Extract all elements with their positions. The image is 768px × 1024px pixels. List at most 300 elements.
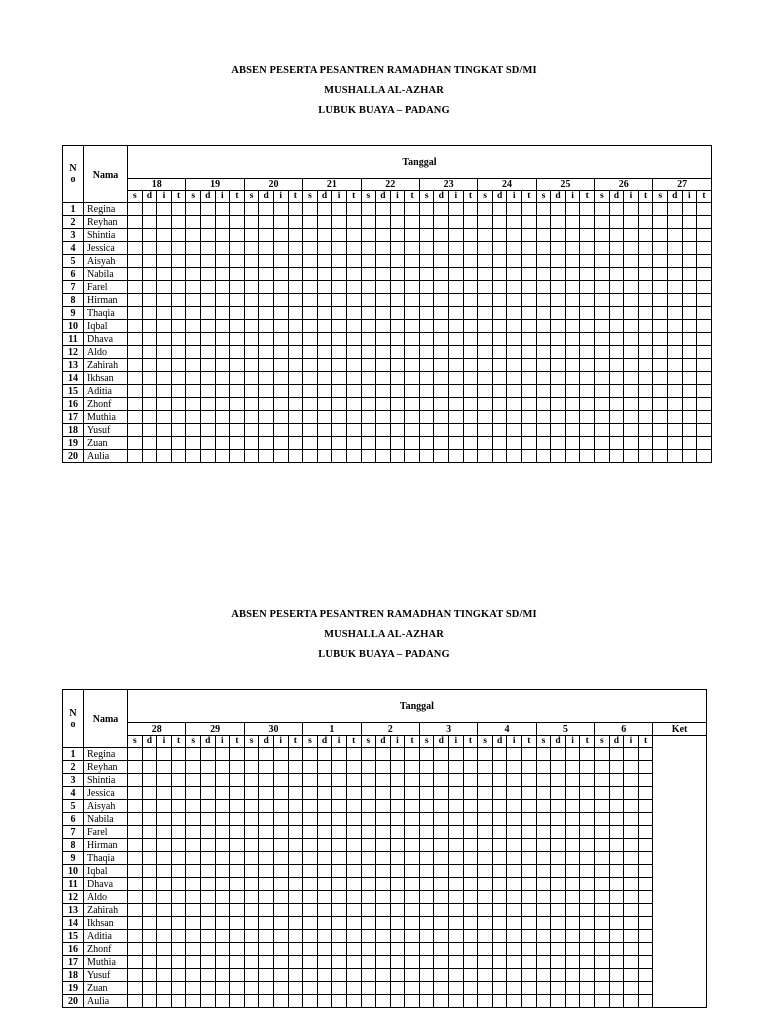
attendance-cell[interactable] [507, 995, 522, 1008]
attendance-cell[interactable] [536, 943, 551, 956]
attendance-cell[interactable] [478, 216, 493, 229]
attendance-cell[interactable] [449, 346, 464, 359]
attendance-cell[interactable] [463, 450, 478, 463]
attendance-cell[interactable] [449, 930, 464, 943]
attendance-cell[interactable] [478, 761, 493, 774]
attendance-cell[interactable] [390, 930, 405, 943]
attendance-cell[interactable] [624, 268, 639, 281]
attendance-cell[interactable] [230, 813, 245, 826]
attendance-cell[interactable] [317, 748, 332, 761]
attendance-cell[interactable] [171, 437, 186, 450]
attendance-cell[interactable] [551, 203, 566, 216]
attendance-cell[interactable] [667, 450, 682, 463]
attendance-cell[interactable] [653, 385, 668, 398]
attendance-cell[interactable] [259, 307, 274, 320]
attendance-cell[interactable] [624, 865, 639, 878]
attendance-cell[interactable] [697, 307, 712, 320]
attendance-cell[interactable] [522, 372, 537, 385]
attendance-cell[interactable] [609, 969, 624, 982]
attendance-cell[interactable] [478, 969, 493, 982]
attendance-cell[interactable] [478, 450, 493, 463]
attendance-cell[interactable] [682, 320, 697, 333]
attendance-cell[interactable] [522, 437, 537, 450]
attendance-cell[interactable] [653, 216, 668, 229]
attendance-cell[interactable] [186, 372, 201, 385]
attendance-cell[interactable] [638, 982, 653, 995]
attendance-cell[interactable] [653, 424, 668, 437]
attendance-cell[interactable] [244, 761, 259, 774]
attendance-cell[interactable] [230, 748, 245, 761]
attendance-cell[interactable] [317, 891, 332, 904]
attendance-cell[interactable] [522, 969, 537, 982]
attendance-cell[interactable] [273, 839, 288, 852]
attendance-cell[interactable] [551, 761, 566, 774]
attendance-cell[interactable] [682, 398, 697, 411]
attendance-cell[interactable] [200, 437, 215, 450]
attendance-cell[interactable] [419, 294, 434, 307]
attendance-cell[interactable] [405, 917, 420, 930]
attendance-cell[interactable] [492, 268, 507, 281]
attendance-cell[interactable] [230, 774, 245, 787]
attendance-cell[interactable] [259, 826, 274, 839]
attendance-cell[interactable] [580, 904, 595, 917]
attendance-cell[interactable] [390, 748, 405, 761]
attendance-cell[interactable] [273, 333, 288, 346]
attendance-cell[interactable] [215, 995, 230, 1008]
attendance-cell[interactable] [361, 774, 376, 787]
attendance-cell[interactable] [171, 956, 186, 969]
attendance-cell[interactable] [551, 385, 566, 398]
attendance-cell[interactable] [230, 852, 245, 865]
attendance-cell[interactable] [624, 216, 639, 229]
attendance-cell[interactable] [405, 930, 420, 943]
attendance-cell[interactable] [697, 216, 712, 229]
attendance-cell[interactable] [332, 865, 347, 878]
attendance-cell[interactable] [142, 826, 157, 839]
attendance-cell[interactable] [273, 281, 288, 294]
attendance-cell[interactable] [273, 385, 288, 398]
attendance-cell[interactable] [259, 891, 274, 904]
attendance-cell[interactable] [667, 281, 682, 294]
attendance-cell[interactable] [536, 450, 551, 463]
attendance-cell[interactable] [595, 891, 610, 904]
attendance-cell[interactable] [346, 320, 361, 333]
attendance-cell[interactable] [142, 255, 157, 268]
attendance-cell[interactable] [186, 216, 201, 229]
attendance-cell[interactable] [332, 411, 347, 424]
attendance-cell[interactable] [244, 398, 259, 411]
attendance-cell[interactable] [303, 748, 318, 761]
attendance-cell[interactable] [595, 294, 610, 307]
attendance-cell[interactable] [522, 982, 537, 995]
attendance-cell[interactable] [303, 774, 318, 787]
attendance-cell[interactable] [376, 839, 391, 852]
attendance-cell[interactable] [463, 294, 478, 307]
attendance-cell[interactable] [492, 800, 507, 813]
attendance-cell[interactable] [609, 216, 624, 229]
attendance-cell[interactable] [697, 333, 712, 346]
attendance-cell[interactable] [551, 839, 566, 852]
attendance-cell[interactable] [200, 982, 215, 995]
attendance-cell[interactable] [200, 995, 215, 1008]
attendance-cell[interactable] [434, 385, 449, 398]
attendance-cell[interactable] [478, 255, 493, 268]
attendance-cell[interactable] [361, 333, 376, 346]
attendance-cell[interactable] [638, 761, 653, 774]
attendance-cell[interactable] [186, 307, 201, 320]
attendance-cell[interactable] [434, 333, 449, 346]
attendance-cell[interactable] [215, 450, 230, 463]
attendance-cell[interactable] [186, 761, 201, 774]
attendance-cell[interactable] [638, 372, 653, 385]
attendance-cell[interactable] [419, 242, 434, 255]
attendance-cell[interactable] [492, 956, 507, 969]
attendance-cell[interactable] [244, 800, 259, 813]
attendance-cell[interactable] [624, 995, 639, 1008]
attendance-cell[interactable] [361, 268, 376, 281]
attendance-cell[interactable] [624, 411, 639, 424]
attendance-cell[interactable] [638, 891, 653, 904]
attendance-cell[interactable] [346, 437, 361, 450]
attendance-cell[interactable] [171, 774, 186, 787]
attendance-cell[interactable] [595, 865, 610, 878]
attendance-cell[interactable] [434, 242, 449, 255]
attendance-cell[interactable] [128, 281, 143, 294]
attendance-cell[interactable] [171, 917, 186, 930]
attendance-cell[interactable] [565, 385, 580, 398]
attendance-cell[interactable] [624, 385, 639, 398]
attendance-cell[interactable] [507, 982, 522, 995]
attendance-cell[interactable] [332, 255, 347, 268]
attendance-cell[interactable] [317, 216, 332, 229]
attendance-cell[interactable] [200, 255, 215, 268]
attendance-cell[interactable] [449, 359, 464, 372]
attendance-cell[interactable] [565, 956, 580, 969]
attendance-cell[interactable] [303, 826, 318, 839]
attendance-cell[interactable] [303, 982, 318, 995]
attendance-cell[interactable] [624, 813, 639, 826]
attendance-cell[interactable] [244, 995, 259, 1008]
attendance-cell[interactable] [507, 813, 522, 826]
attendance-cell[interactable] [536, 242, 551, 255]
attendance-cell[interactable] [361, 930, 376, 943]
attendance-cell[interactable] [200, 424, 215, 437]
attendance-cell[interactable] [361, 437, 376, 450]
attendance-cell[interactable] [565, 813, 580, 826]
attendance-cell[interactable] [682, 255, 697, 268]
attendance-cell[interactable] [376, 398, 391, 411]
attendance-cell[interactable] [142, 372, 157, 385]
attendance-cell[interactable] [667, 359, 682, 372]
attendance-cell[interactable] [449, 450, 464, 463]
attendance-cell[interactable] [653, 294, 668, 307]
attendance-cell[interactable] [390, 800, 405, 813]
attendance-cell[interactable] [244, 242, 259, 255]
attendance-cell[interactable] [186, 995, 201, 1008]
attendance-cell[interactable] [230, 242, 245, 255]
attendance-cell[interactable] [492, 333, 507, 346]
attendance-cell[interactable] [522, 216, 537, 229]
attendance-cell[interactable] [405, 216, 420, 229]
attendance-cell[interactable] [449, 800, 464, 813]
attendance-cell[interactable] [244, 813, 259, 826]
attendance-cell[interactable] [419, 865, 434, 878]
attendance-cell[interactable] [157, 774, 172, 787]
attendance-cell[interactable] [463, 904, 478, 917]
attendance-cell[interactable] [434, 229, 449, 242]
attendance-cell[interactable] [565, 995, 580, 1008]
attendance-cell[interactable] [434, 930, 449, 943]
attendance-cell[interactable] [317, 424, 332, 437]
attendance-cell[interactable] [419, 748, 434, 761]
attendance-cell[interactable] [244, 437, 259, 450]
attendance-cell[interactable] [332, 787, 347, 800]
attendance-cell[interactable] [317, 878, 332, 891]
attendance-cell[interactable] [346, 372, 361, 385]
attendance-cell[interactable] [346, 424, 361, 437]
attendance-cell[interactable] [273, 242, 288, 255]
attendance-cell[interactable] [288, 372, 303, 385]
attendance-cell[interactable] [171, 904, 186, 917]
attendance-cell[interactable] [288, 203, 303, 216]
attendance-cell[interactable] [595, 956, 610, 969]
attendance-cell[interactable] [580, 216, 595, 229]
attendance-cell[interactable] [230, 216, 245, 229]
attendance-cell[interactable] [405, 359, 420, 372]
attendance-cell[interactable] [667, 346, 682, 359]
attendance-cell[interactable] [419, 268, 434, 281]
attendance-cell[interactable] [609, 229, 624, 242]
attendance-cell[interactable] [230, 372, 245, 385]
attendance-cell[interactable] [376, 969, 391, 982]
attendance-cell[interactable] [449, 320, 464, 333]
attendance-cell[interactable] [463, 956, 478, 969]
attendance-cell[interactable] [200, 891, 215, 904]
attendance-cell[interactable] [478, 424, 493, 437]
attendance-cell[interactable] [244, 229, 259, 242]
attendance-cell[interactable] [200, 229, 215, 242]
attendance-cell[interactable] [142, 385, 157, 398]
attendance-cell[interactable] [200, 346, 215, 359]
attendance-cell[interactable] [244, 917, 259, 930]
attendance-cell[interactable] [595, 839, 610, 852]
attendance-cell[interactable] [434, 956, 449, 969]
attendance-cell[interactable] [346, 904, 361, 917]
attendance-cell[interactable] [142, 450, 157, 463]
attendance-cell[interactable] [157, 424, 172, 437]
attendance-cell[interactable] [551, 917, 566, 930]
attendance-cell[interactable] [463, 852, 478, 865]
attendance-cell[interactable] [157, 372, 172, 385]
attendance-cell[interactable] [551, 800, 566, 813]
attendance-cell[interactable] [609, 774, 624, 787]
attendance-cell[interactable] [346, 761, 361, 774]
attendance-cell[interactable] [346, 813, 361, 826]
attendance-cell[interactable] [186, 891, 201, 904]
attendance-cell[interactable] [259, 943, 274, 956]
attendance-cell[interactable] [273, 878, 288, 891]
attendance-cell[interactable] [332, 878, 347, 891]
attendance-cell[interactable] [522, 450, 537, 463]
attendance-cell[interactable] [580, 320, 595, 333]
attendance-cell[interactable] [536, 203, 551, 216]
attendance-cell[interactable] [434, 411, 449, 424]
attendance-cell[interactable] [332, 346, 347, 359]
attendance-cell[interactable] [638, 995, 653, 1008]
attendance-cell[interactable] [507, 242, 522, 255]
attendance-cell[interactable] [492, 774, 507, 787]
attendance-cell[interactable] [522, 242, 537, 255]
attendance-cell[interactable] [565, 904, 580, 917]
attendance-cell[interactable] [288, 774, 303, 787]
attendance-cell[interactable] [259, 852, 274, 865]
attendance-cell[interactable] [478, 281, 493, 294]
attendance-cell[interactable] [419, 813, 434, 826]
attendance-cell[interactable] [157, 385, 172, 398]
attendance-cell[interactable] [230, 930, 245, 943]
attendance-cell[interactable] [244, 891, 259, 904]
attendance-cell[interactable] [624, 774, 639, 787]
attendance-cell[interactable] [157, 995, 172, 1008]
attendance-cell[interactable] [478, 359, 493, 372]
attendance-cell[interactable] [434, 995, 449, 1008]
attendance-cell[interactable] [346, 969, 361, 982]
attendance-cell[interactable] [376, 333, 391, 346]
attendance-cell[interactable] [405, 398, 420, 411]
attendance-cell[interactable] [390, 956, 405, 969]
attendance-cell[interactable] [361, 398, 376, 411]
attendance-cell[interactable] [259, 346, 274, 359]
attendance-cell[interactable] [230, 982, 245, 995]
attendance-cell[interactable] [332, 813, 347, 826]
attendance-cell[interactable] [507, 320, 522, 333]
attendance-cell[interactable] [492, 865, 507, 878]
attendance-cell[interactable] [405, 320, 420, 333]
attendance-cell[interactable] [128, 333, 143, 346]
attendance-cell[interactable] [595, 268, 610, 281]
attendance-cell[interactable] [405, 969, 420, 982]
attendance-cell[interactable] [171, 930, 186, 943]
attendance-cell[interactable] [259, 865, 274, 878]
attendance-cell[interactable] [522, 307, 537, 320]
attendance-cell[interactable] [522, 826, 537, 839]
attendance-cell[interactable] [230, 943, 245, 956]
attendance-cell[interactable] [390, 268, 405, 281]
attendance-cell[interactable] [565, 307, 580, 320]
attendance-cell[interactable] [434, 761, 449, 774]
attendance-cell[interactable] [565, 917, 580, 930]
attendance-cell[interactable] [346, 787, 361, 800]
attendance-cell[interactable] [186, 917, 201, 930]
attendance-cell[interactable] [142, 774, 157, 787]
attendance-cell[interactable] [244, 294, 259, 307]
attendance-cell[interactable] [463, 398, 478, 411]
attendance-cell[interactable] [317, 294, 332, 307]
attendance-cell[interactable] [609, 917, 624, 930]
attendance-cell[interactable] [171, 995, 186, 1008]
attendance-cell[interactable] [128, 359, 143, 372]
attendance-cell[interactable] [434, 320, 449, 333]
attendance-cell[interactable] [507, 281, 522, 294]
attendance-cell[interactable] [507, 904, 522, 917]
attendance-cell[interactable] [303, 813, 318, 826]
attendance-cell[interactable] [390, 320, 405, 333]
attendance-cell[interactable] [171, 372, 186, 385]
attendance-cell[interactable] [580, 398, 595, 411]
attendance-cell[interactable] [288, 268, 303, 281]
attendance-cell[interactable] [682, 385, 697, 398]
attendance-cell[interactable] [697, 359, 712, 372]
attendance-cell[interactable] [609, 242, 624, 255]
attendance-cell[interactable] [200, 813, 215, 826]
attendance-cell[interactable] [609, 930, 624, 943]
attendance-cell[interactable] [463, 930, 478, 943]
attendance-cell[interactable] [595, 281, 610, 294]
attendance-cell[interactable] [317, 346, 332, 359]
attendance-cell[interactable] [332, 307, 347, 320]
attendance-cell[interactable] [288, 813, 303, 826]
attendance-cell[interactable] [551, 774, 566, 787]
attendance-cell[interactable] [551, 320, 566, 333]
attendance-cell[interactable] [186, 203, 201, 216]
attendance-cell[interactable] [186, 333, 201, 346]
attendance-cell[interactable] [273, 891, 288, 904]
attendance-cell[interactable] [565, 852, 580, 865]
attendance-cell[interactable] [609, 398, 624, 411]
attendance-cell[interactable] [332, 450, 347, 463]
attendance-cell[interactable] [638, 748, 653, 761]
attendance-cell[interactable] [492, 813, 507, 826]
attendance-cell[interactable] [230, 904, 245, 917]
attendance-cell[interactable] [390, 359, 405, 372]
attendance-cell[interactable] [332, 917, 347, 930]
attendance-cell[interactable] [244, 943, 259, 956]
attendance-cell[interactable] [697, 346, 712, 359]
attendance-cell[interactable] [376, 917, 391, 930]
attendance-cell[interactable] [142, 216, 157, 229]
attendance-cell[interactable] [419, 904, 434, 917]
attendance-cell[interactable] [434, 852, 449, 865]
attendance-cell[interactable] [230, 320, 245, 333]
attendance-cell[interactable] [215, 800, 230, 813]
attendance-cell[interactable] [449, 748, 464, 761]
attendance-cell[interactable] [303, 268, 318, 281]
attendance-cell[interactable] [551, 398, 566, 411]
attendance-cell[interactable] [624, 242, 639, 255]
attendance-cell[interactable] [361, 216, 376, 229]
attendance-cell[interactable] [595, 242, 610, 255]
attendance-cell[interactable] [171, 346, 186, 359]
attendance-cell[interactable] [376, 761, 391, 774]
attendance-cell[interactable] [653, 229, 668, 242]
attendance-cell[interactable] [171, 787, 186, 800]
attendance-cell[interactable] [273, 826, 288, 839]
attendance-cell[interactable] [565, 398, 580, 411]
attendance-cell[interactable] [244, 774, 259, 787]
attendance-cell[interactable] [580, 294, 595, 307]
attendance-cell[interactable] [595, 307, 610, 320]
attendance-cell[interactable] [522, 956, 537, 969]
attendance-cell[interactable] [449, 839, 464, 852]
attendance-cell[interactable] [507, 255, 522, 268]
attendance-cell[interactable] [565, 787, 580, 800]
attendance-cell[interactable] [405, 943, 420, 956]
attendance-cell[interactable] [551, 216, 566, 229]
attendance-cell[interactable] [449, 982, 464, 995]
attendance-cell[interactable] [186, 969, 201, 982]
attendance-cell[interactable] [551, 865, 566, 878]
attendance-cell[interactable] [609, 411, 624, 424]
